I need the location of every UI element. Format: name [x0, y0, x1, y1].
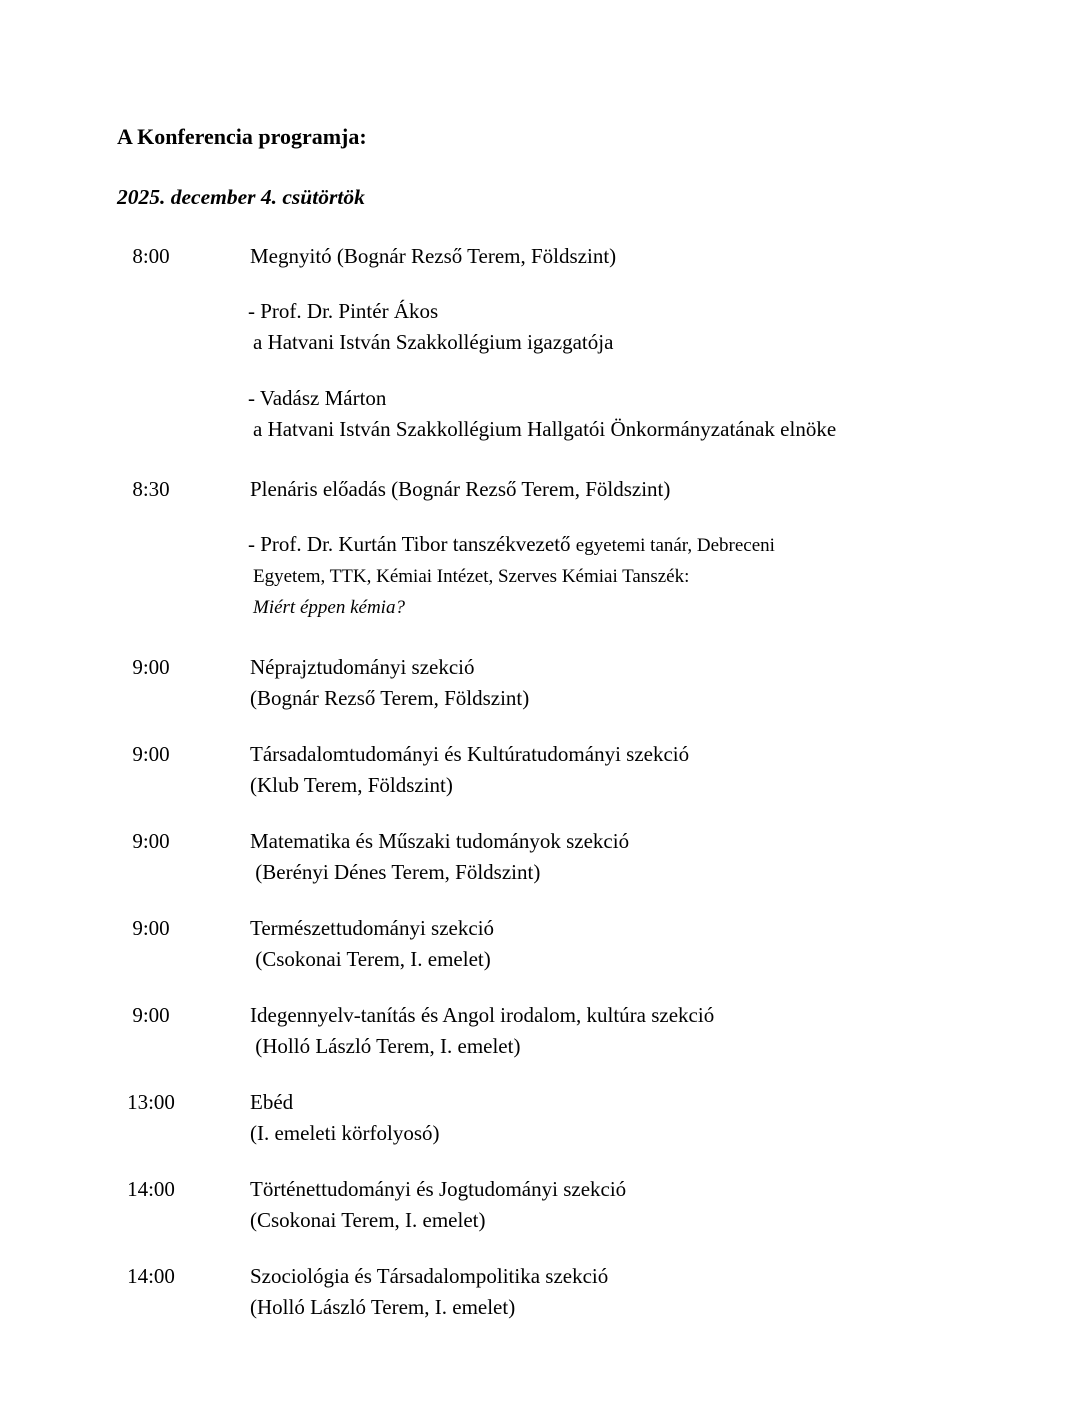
entry-description — [250, 1000, 714, 1062]
entry-location: (Holló László Terem, I. emelet) — [250, 1295, 516, 1319]
entry-title: Plenáris előadás (Bognár Rezső Terem, Földszint) — [250, 477, 671, 501]
time-label: 8:30 — [132, 477, 170, 501]
schedule-row — [121, 1261, 1013, 1323]
schedule-row — [121, 1087, 1013, 1149]
entry-title: Természettudományi szekció — [250, 916, 495, 940]
entry-description — [250, 826, 629, 888]
schedule-row — [121, 826, 1013, 888]
entry-description — [250, 1261, 608, 1323]
date-heading: 2025. december 4. csütörtök — [117, 185, 365, 209]
schedule-row — [121, 652, 1013, 714]
time-label: 8:00 — [132, 244, 170, 268]
entry-location: (Klub Terem, Földszint) — [250, 773, 453, 797]
entry-description — [250, 913, 494, 975]
page-title: A Konferencia programja: — [117, 124, 367, 149]
entry-title: Társadalomtudományi és Kultúratudományi szekció — [250, 742, 690, 766]
entry-title: Szociológia és Társadalompolitika szekció — [250, 1264, 609, 1288]
schedule-row — [121, 739, 1013, 801]
detail-line: a Hatvani István Szakkollégium igazgatója — [253, 330, 614, 354]
entry-title: Megnyitó (Bognár Rezső Terem, Földszint) — [250, 244, 617, 268]
entry-description — [250, 1087, 440, 1149]
time-label: 9:00 — [132, 829, 170, 853]
detail-line: Miért éppen kémia? — [253, 597, 405, 618]
entry-description — [250, 739, 689, 801]
time-label: 13:00 — [127, 1090, 175, 1114]
detail-group — [250, 296, 836, 358]
time-label: 14:00 — [127, 1264, 175, 1288]
entry-location: (Csokonai Terem, I. emelet) — [250, 947, 491, 971]
detail-segment: - Prof. Dr. Kurtán Tibor tanszékvezető — [248, 532, 576, 556]
entry-location: (Bognár Rezső Terem, Földszint) — [250, 686, 530, 710]
entry-description — [250, 241, 836, 445]
entry-location: (Holló László Terem, I. emelet) — [250, 1034, 521, 1058]
schedule-row — [121, 474, 1013, 623]
time-label: 9:00 — [132, 655, 170, 679]
detail-segment: egyetemi tanár, Debreceni — [575, 535, 775, 556]
entry-title: Néprajztudományi szekció — [250, 655, 475, 679]
detail-line: - Prof. Dr. Pintér Ákos — [248, 299, 439, 323]
detail-line: - Vadász Márton — [248, 386, 387, 410]
schedule-row — [121, 1174, 1013, 1236]
detail-group — [250, 383, 836, 445]
entry-location: (I. emeleti körfolyosó) — [250, 1121, 440, 1145]
entry-location: (Berényi Dénes Terem, Földszint) — [250, 860, 541, 884]
detail-line — [248, 529, 775, 561]
detail-line: a Hatvani István Szakkollégium Hallgatói Önkormányzatának elnöke — [253, 417, 837, 441]
entry-location: (Csokonai Terem, I. emelet) — [250, 1208, 486, 1232]
time-label: 14:00 — [127, 1177, 175, 1201]
schedule — [121, 241, 1013, 1323]
entry-description — [250, 652, 529, 714]
detail-line: Egyetem, TTK, Kémiai Intézet, Szerves Kémiai Tanszék: — [253, 566, 690, 587]
entry-title: Történettudományi és Jogtudományi szekció — [250, 1177, 627, 1201]
entry-description — [250, 474, 775, 623]
schedule-row — [121, 913, 1013, 975]
entry-title: Matematika és Műszaki tudományok szekció — [250, 829, 630, 853]
entry-title: Idegennyelv-tanítás és Angol irodalom, kultúra szekció — [250, 1003, 715, 1027]
entry-title: Ebéd — [250, 1090, 294, 1114]
time-label: 9:00 — [132, 1003, 170, 1027]
time-label: 9:00 — [132, 916, 170, 940]
schedule-row — [121, 1000, 1013, 1062]
entry-description — [250, 1174, 626, 1236]
schedule-row — [121, 241, 1013, 445]
time-label: 9:00 — [132, 742, 170, 766]
detail-group — [250, 529, 775, 623]
